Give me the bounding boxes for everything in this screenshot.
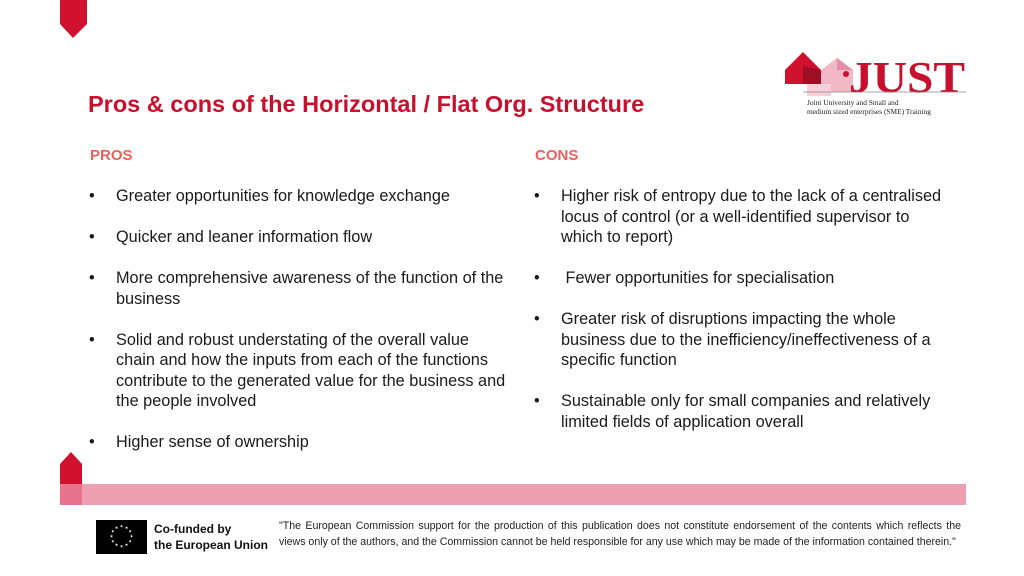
svg-text:★: ★	[124, 524, 129, 530]
list-item	[534, 268, 954, 289]
svg-text:★: ★	[128, 528, 132, 534]
bullet-icon: •	[89, 330, 95, 349]
pros-heading: PROS	[90, 147, 133, 164]
svg-text:★: ★	[119, 543, 124, 549]
cons-item-text: Higher risk of entropy due to the lack of a centralised locus of control (or a well-identified supervisor to which to report)	[561, 187, 942, 246]
cons-item-text: Fewer opportunities for specialisation	[561, 269, 835, 287]
bullet-icon: •	[89, 187, 95, 205]
pros-item-text: Greater opportunities for knowledge exchange	[116, 187, 450, 205]
bullet-icon: •	[534, 187, 540, 205]
svg-text:★: ★	[124, 542, 129, 548]
svg-text:★: ★	[111, 538, 115, 544]
bullet-icon: •	[534, 392, 540, 410]
pros-item-text: Solid and robust understating of the overall value chain and how the inputs from each of the functions contribute to the generated value for the business and the people involved	[116, 330, 506, 410]
list-item	[534, 309, 954, 371]
svg-text:★: ★	[114, 524, 119, 530]
list-item	[89, 268, 509, 309]
pros-item-text: More comprehensive awareness of the function of the business	[116, 269, 504, 308]
cons-heading: CONS	[535, 147, 579, 164]
list-item	[89, 432, 509, 453]
footer-band	[60, 484, 966, 505]
logo-subtitle-line1: Joint University and Small and	[807, 98, 899, 107]
svg-text:★: ★	[114, 542, 119, 548]
footer-band-accent	[60, 484, 82, 505]
cons-item-text: Sustainable only for small companies and relatively limited fields of application overall	[561, 392, 931, 431]
list-item	[89, 186, 509, 207]
corner-decoration-icon	[60, 0, 87, 38]
eu-cofunded-label	[154, 521, 268, 553]
logo-subtitle-line2: medium sized enterprises (SME) Training	[807, 106, 931, 116]
disclaimer-text: "The European Commission support for the production of this publication does not constitute endorsement of the contents which reflects the views only of the authors, and the Commission cannot be held responsible for any use which may be made of the information contained therein."	[279, 520, 961, 548]
bullet-icon: •	[534, 269, 540, 287]
list-item	[534, 391, 954, 432]
bullet-icon: •	[89, 228, 95, 246]
list-item	[534, 186, 954, 248]
cons-item-text: Greater risk of disruptions impacting the whole business due to the inefficiency/ineffectiveness of a specific function	[561, 310, 931, 369]
eu-line1: Co-funded by	[154, 522, 232, 536]
svg-text:★: ★	[119, 523, 124, 529]
bullet-icon: •	[89, 269, 95, 287]
eu-flag-icon	[96, 520, 147, 554]
pros-item-text: Higher sense of ownership	[116, 433, 309, 451]
list-item	[89, 227, 509, 248]
eu-line2: the European Union	[154, 538, 268, 552]
svg-text:★: ★	[109, 533, 114, 539]
list-item	[89, 330, 509, 412]
svg-text:★: ★	[129, 533, 134, 539]
svg-text:JUST: JUST	[849, 53, 965, 102]
svg-text:★: ★	[111, 528, 115, 534]
pros-item-text: Quicker and leaner information flow	[116, 228, 373, 246]
svg-text:★: ★	[128, 538, 132, 544]
cons-list	[534, 186, 954, 453]
bullet-icon: •	[534, 310, 540, 328]
slide-title: Pros & cons of the Horizontal / Flat Org. Structure	[88, 91, 645, 117]
pros-list	[89, 186, 509, 473]
logo-subtitle	[807, 99, 977, 116]
bullet-icon: •	[89, 433, 95, 451]
